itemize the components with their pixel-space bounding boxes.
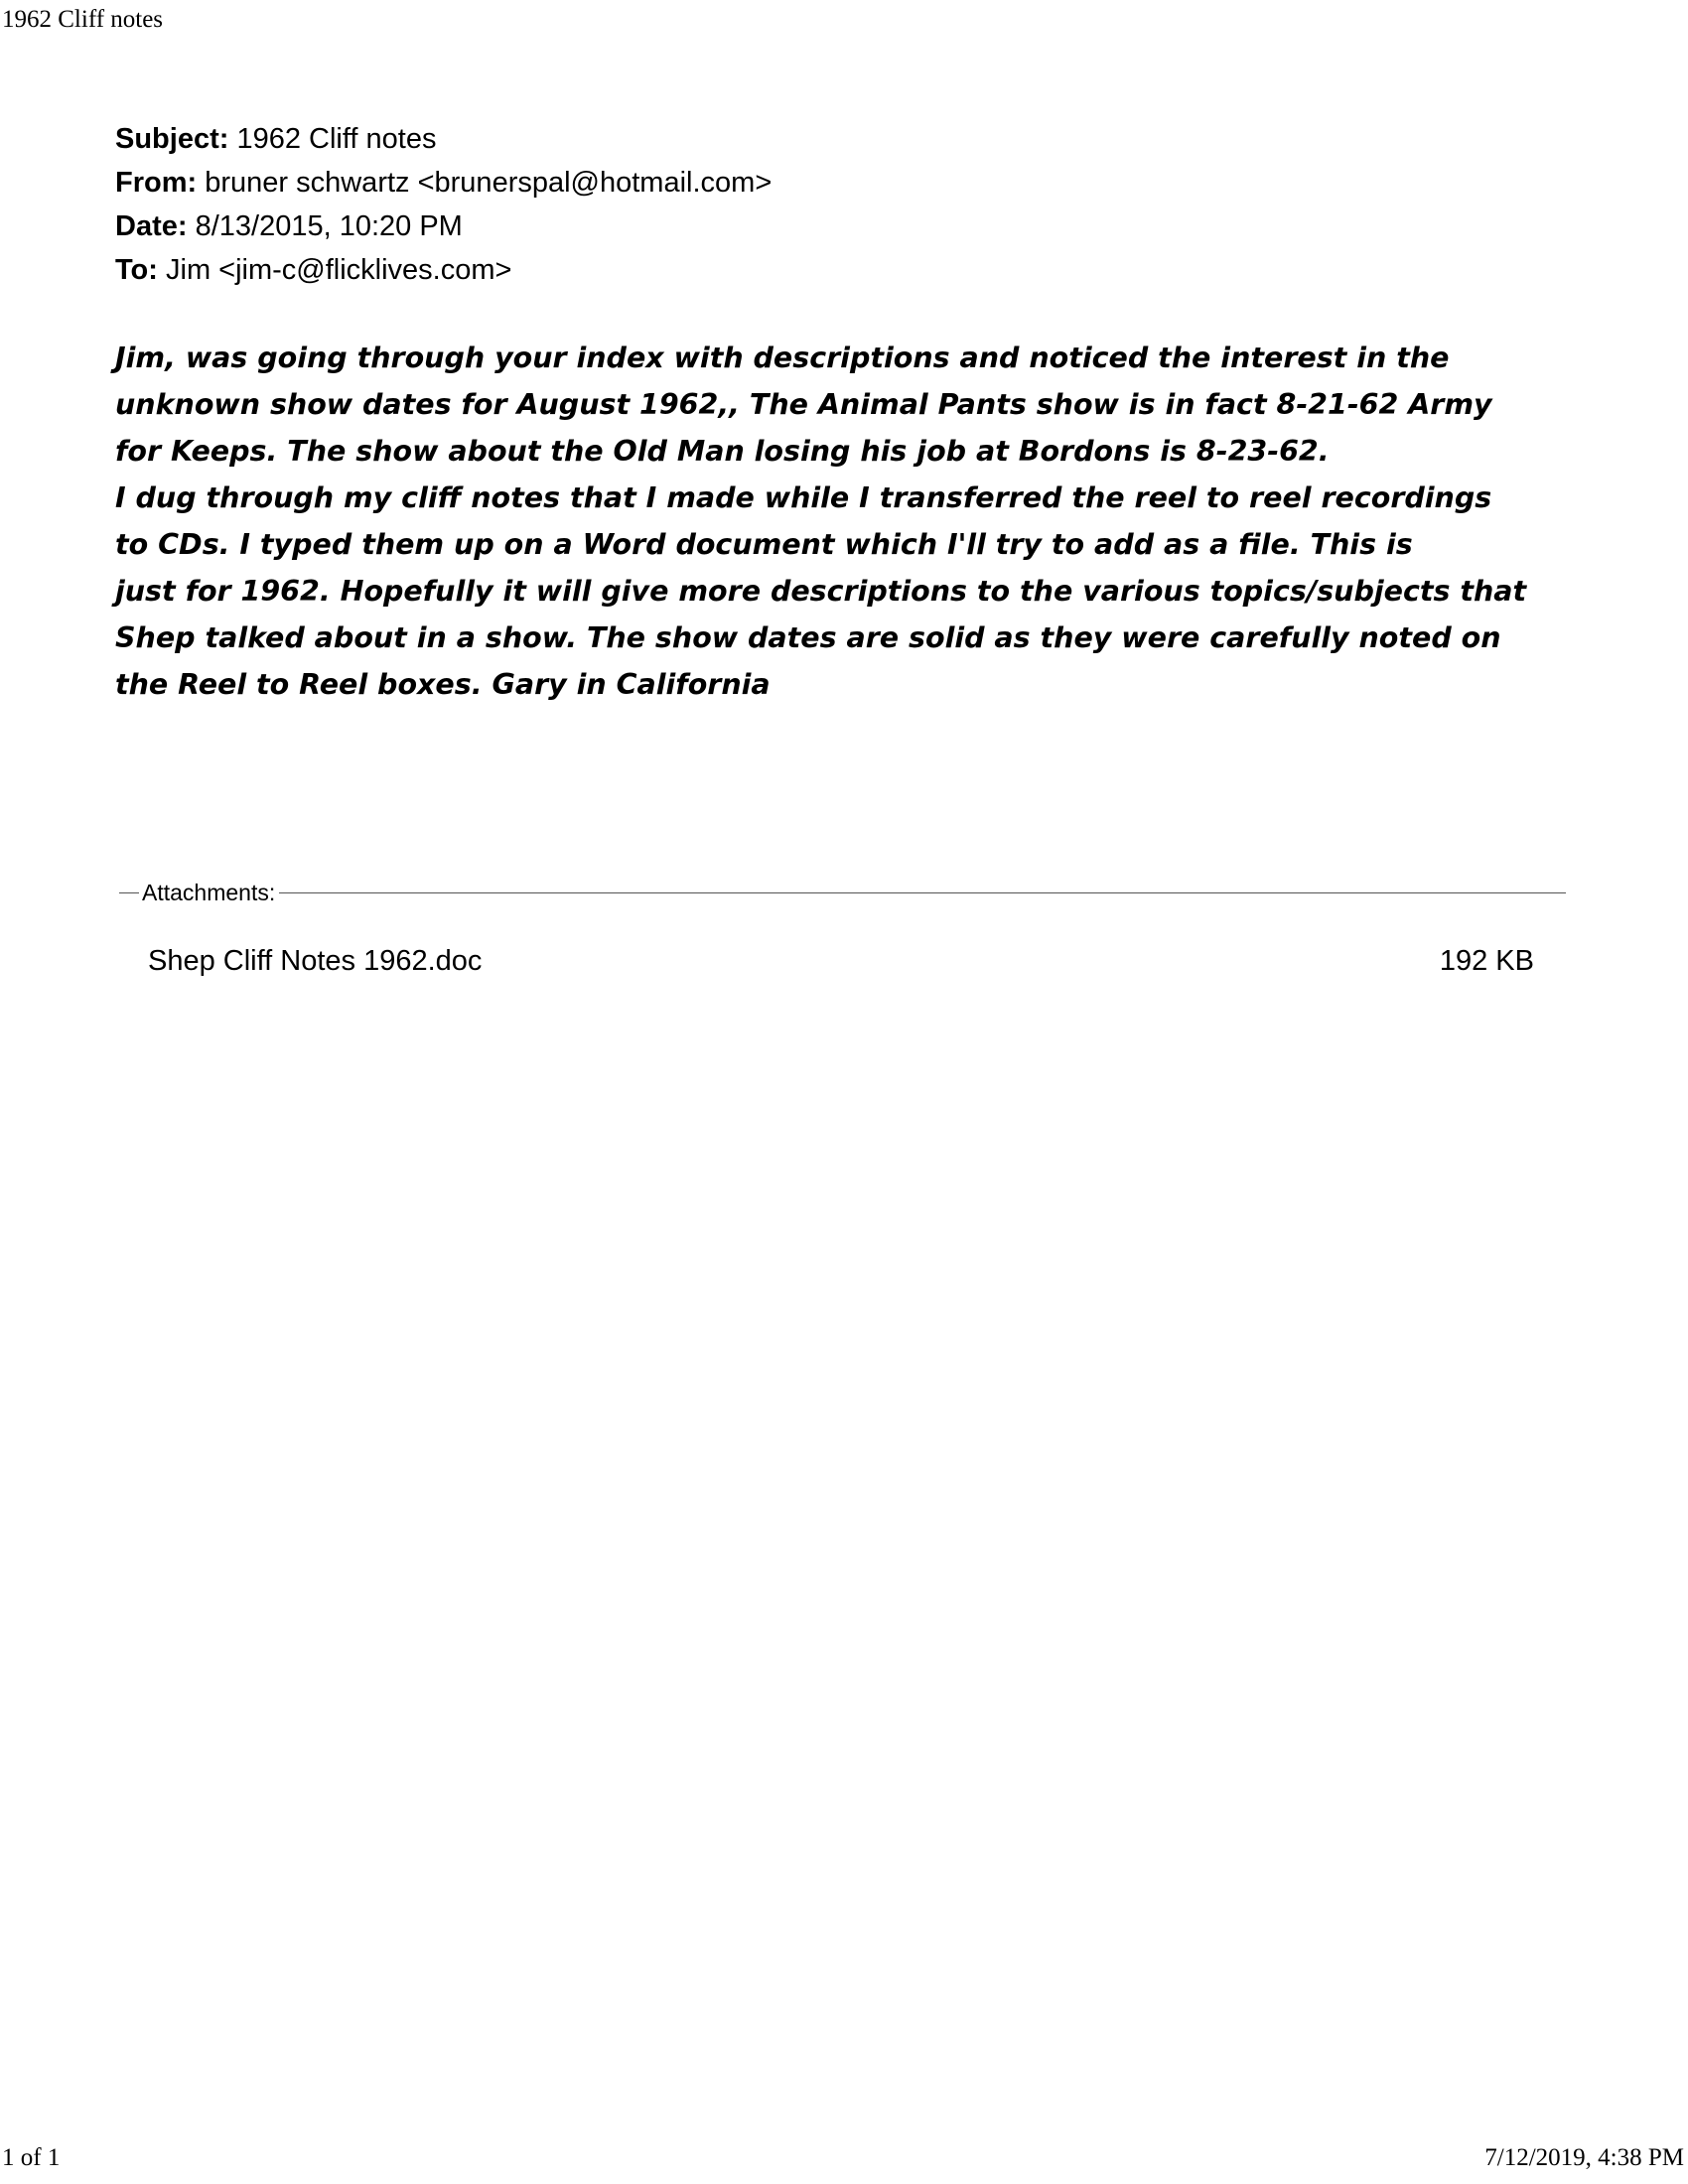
print-header-title: 1962 Cliff notes [2,6,164,33]
body-line: just for 1962. Hopefully it will give more descriptions to the various topics/subjects that [115,575,1527,608]
date-value: 8/13/2015, 10:20 PM [187,210,463,242]
header-subject [115,117,772,161]
attachments-label: Attachments: [142,880,276,905]
body-line: Shep talked about in a show. The show dates are solid as they were carefully noted on [115,621,1501,654]
body-line: the Reel to Reel boxes. Gary in California [115,668,771,701]
to-value: Jim <jim-c@flicklives.com> [157,254,512,286]
email-body [115,335,1575,708]
attachment-filename[interactable]: Shep Cliff Notes 1962.doc [148,945,483,977]
body-line: unknown show dates for August 1962,, The Animal Pants show is in fact 8-21-62 Army [115,388,1492,421]
header-date [115,205,772,248]
separator-line [279,892,1566,893]
attachments-separator [119,880,1566,905]
to-label: To: [115,254,158,286]
from-label: From: [115,167,198,199]
print-timestamp: 7/12/2019, 4:38 PM [1484,2144,1684,2171]
page-number: 1 of 1 [2,2144,61,2171]
body-line: I dug through my cliff notes that I made while I transferred the reel to reel recordings [115,481,1492,514]
date-label: Date: [115,210,188,242]
header-from [115,161,772,205]
body-line: Jim, was going through your index with descriptions and noticed the interest in the [115,341,1450,374]
subject-value: 1962 Cliff notes [228,123,437,155]
body-line: for Keeps. The show about the Old Man losing his job at Bordons is 8-23-62. [115,435,1330,468]
from-value: bruner schwartz <brunerspal@hotmail.com> [197,167,773,199]
attachment-filesize: 192 KB [1439,945,1534,977]
separator-lead-line [119,892,139,893]
body-line: to CDs. I typed them up on a Word document which I'll try to add as a file. This is [115,528,1413,561]
email-headers [115,117,772,292]
header-to [115,248,772,292]
subject-label: Subject: [115,123,229,155]
